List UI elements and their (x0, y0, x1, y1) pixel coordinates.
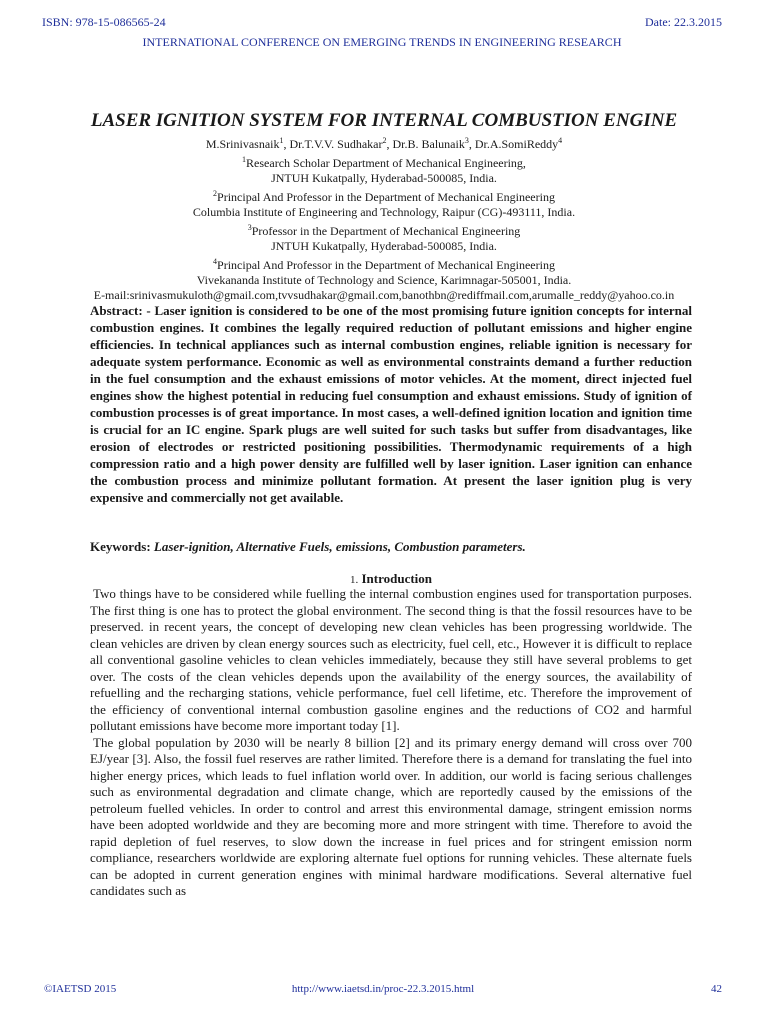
abstract: Abstract: - Laser ignition is considered to be one of the most promising future ignition concepts for internal combustion engines. It combines the legally required reduction of pollutant emissions and higher engine efficiencies. In technical appliances such as internal combustion engines, reliable ignition is necessary for adequate system performance. Economic as well as environmental constraints demand a further reduction in the fuel consumption and the exhaust emissions of motor vehicles. At the moment, direct injected fuel engines show the highest potential in reducing fuel consumption and exhaust emissions. Study of ignition of combustion processes is of great importance. In most cases, a well-defined ignition location and ignition time is crucial for an IC engine. Spark plugs are well suited for such tasks but suffer from disadvantages, like erosion of electrodes or restricted positioning possibilities. Thermodynamic requirements of a high compression ratio and a high power density are fulfilled well by laser ignition. Laser ignition can enhance the combustion process and minimize pollutant formation. At present the laser ignition plug is very expensive and commercially not get available. (90, 303, 692, 505)
section-number: 1. (349, 574, 359, 586)
author-list: M.Srinivasnaik$^1$, Dr.T.V.V. Sudhakar$^2$, Dr.B. Balunaik$^3$, Dr.A.SomiReddy$^4$ (205, 136, 563, 151)
proceedings-link[interactable]: http://www.iaetsd.in/proc-22.3.2015.html (291, 983, 475, 995)
author-block (60, 133, 708, 303)
affiliation-line: JNTUH Kukatpally, Hyderabad-500085, India. (271, 239, 497, 253)
affiliation-line: JNTUH Kukatpally, Hyderabad-500085, India. (271, 171, 497, 185)
affiliation-line: $^3$Professor in the Department of Mechanical Engineering (247, 223, 521, 238)
paragraph: Two things have to be considered while fuelling the internal combustion engines used for transportation purposes. The first thing is one has to protect the global environment. The second thing is that the fossil resources have to be preserved. in recent years, the concept of developing new clean vehicles has been progressing worldwide. The clean vehicles are driven by clean energy sources such as electricity, fuel cell, etc., However it is difficult to replace all conventional gasoline vehicles to clean vehicles immediately, because they still have several problems to get over. The costs of the clean vehicles depends upon the availability of the energy sources, the availability of refuelling and the recharging stations, vehicle performance, fuel cell lifetime, etc. Therefore the improvement of the efficiency of conventional internal combustion gasoline engines and the reductions of CO2 and harmful pollutant emissions have become more important today [1]. (90, 586, 692, 733)
author-emails: E-mail:srinivasmukuloth@gmail.com,tvvsudhakar@gmail.com,banothbn@rediffmail.com,arumalle_reddy@yahoo.co.in (93, 288, 675, 302)
introduction-body (90, 586, 692, 900)
author-name: Dr.A.SomiReddy (474, 137, 559, 151)
date: Date: 22.3.2015 (645, 15, 722, 29)
keywords (90, 538, 692, 555)
isbn: ISBN: 978-15-086565-24 (42, 15, 166, 29)
affiliation-line: $^1$Research Scholar Department of Mechanical Engineering, (242, 155, 526, 170)
affiliation-line: $^2$Principal And Professor in the Department of Mechanical Engineering (213, 189, 555, 204)
conference-name: INTERNATIONAL CONFERENCE ON EMERGING TRENDS IN ENGINEERING RESEARCH (142, 35, 622, 49)
affiliation-line: $^4$Principal And Professor in the Department of Mechanical Engineering (213, 257, 555, 272)
keywords-list: Laser-ignition, Alternative Fuels, emissions, Combustion parameters. (153, 539, 526, 554)
affiliation-line: Columbia Institute of Engineering and Technology, Raipur (CG)-493111, India. (192, 205, 576, 219)
section-title: Introduction (361, 571, 433, 586)
page-number: 42 (711, 983, 722, 995)
paragraph: The global population by 2030 will be nearly 8 billion [2] and its primary energy demand will cross over 700 EJ/year [3]. Also, the fossil fuel reserves are rather limited. Therefore there is a demand for translating the fuel into higher energy prices, which leads to fuel inflation world over. In addition, our world is facing serious challenges such as environmental degradation and climate change, which are reportedly caused by the emissions of the petroleum fuelled vehicles. In order to control and arrest this environmental damage, stringent emission norms have been adopted worldwide and they are becoming more and more stringent with time. Therefore to avoid the rapid depletion of fuel reserves, to slow down the increase in fuel prices and for stringent emission norm compliance, researchers worldwide are exploring alternate fuel options for running vehicles. These alternate fuels can be adopted in current generation engines with minimal hardware modifications. Several alternative fuel candidates such as (90, 734, 692, 898)
paper-title: LASER IGNITION SYSTEM FOR INTERNAL COMBUSTION ENGINE (90, 110, 678, 131)
affiliation-line: Vivekananda Institute of Technology and Science, Karimnagar-505001, India. (196, 273, 572, 287)
author-name: Dr.T.V.V. Sudhakar (289, 137, 383, 151)
keywords-label: Keywords: (90, 539, 151, 554)
author-name: M.Srinivasnaik (205, 137, 280, 151)
author-name: Dr.B. Balunaik (392, 137, 465, 151)
copyright: ©IAETSD 2015 (44, 983, 117, 995)
